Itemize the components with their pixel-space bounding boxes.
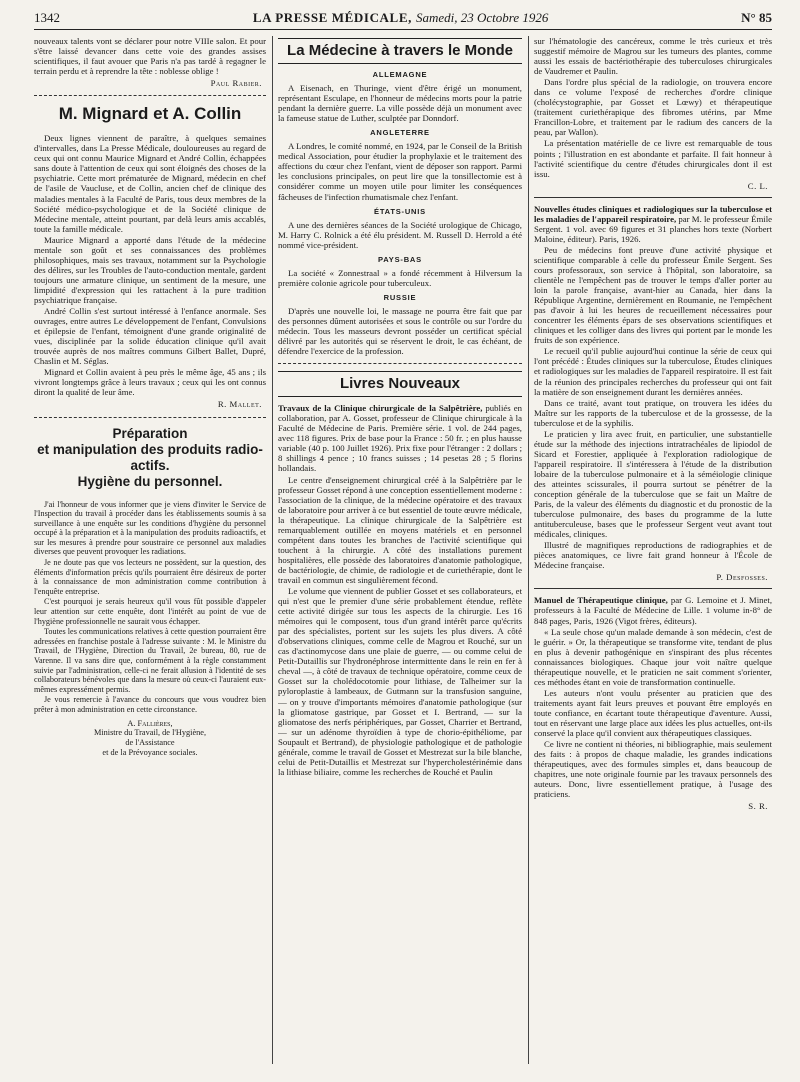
review-paragraph: sur l'hématologie des cancéreux, comme le très curieux et très suggestif mémoire de Magrou sur les tumeurs des plantes, comme aussi les essais de bactériothérapie des tuberculoses chirurgicales de Vaudremer et Paulin. xyxy=(534,36,772,77)
article-paragraph: Deux lignes viennent de paraître, à quelques semaines d'intervalles, dans La Presse Médicale, douloureuses au regard de ceux qui ont connu Maurice Mignard et André Collin, échappées sans doute à l'attention de ceux qui sont éloignés des choses de la psychiatrie. Cette mort prématurée de Mignard, médecin en chef de l'asile de Vaucluse, et de Collin, ancien chef de clinique des maladies mentales à la Faculté de Paris, tous deux membres de la Société médico-psychologique et de la Société clinique de Médecine mentale, atteint pourtant, par delà leurs amis accablés, toute la famille médicale. xyxy=(34,133,266,234)
review-paragraph: Les auteurs n'ont voulu présenter au praticien que des traitements ayant fait leurs preuves et pouvant être employés en toute confiance, en écartant toute thérapeutique d'aventure. Aussi, tout en réservant une large place aux idées les plus actuelles, ont-ils conservé la place qu'il convient aux thérapeutiques classiques. xyxy=(534,687,772,739)
book-title: Manuel de Thérapeutique clinique, xyxy=(534,595,668,606)
separator xyxy=(534,588,772,589)
book-title: Travaux de la Clinique chirurgicale de la Salpêtrière, xyxy=(278,403,483,414)
columns xyxy=(34,30,772,1070)
news-item: A une des dernières séances de la Société urologique de Chicago, M. Harry C. Rolnick a été élu président. M. Russell D. Herrold a été nommé vice-président. xyxy=(278,219,522,250)
section-title: Livres Nouveaux xyxy=(278,371,522,397)
book-meta: par M. le professeur Émile Sergent. 1 vol. avec 69 figures et 31 planches hors texte (Norbert Maloine, éditeur). Paris, 1926. xyxy=(534,213,772,244)
author-signature: Paul Rabier. xyxy=(210,78,262,89)
article-paragraph: Je vous remercie à l'avance du concours que vous voudrez bien prêter à mon administration en cette circonstance. xyxy=(34,695,266,714)
issue-number: N° 85 xyxy=(741,10,772,25)
book-meta: par G. Lemoine et J. Minet, professeurs à la Faculté de Médecine de Lille. 1 volume in-8° de 848 pages, Paris, 1926 (Vigot frères, éditeurs). xyxy=(534,595,772,626)
book-entry xyxy=(534,204,772,244)
column-right xyxy=(534,36,772,813)
article-paragraph: André Collin s'est surtout intéressé à l'enfance anormale. Ses ouvrages, entre autres Le développement de l'enfant, Convulsions et épilepsie de l'enfant, témoignent d'une grande originalité de vues, disciplinée par la solide éducation clinique qu'il avait trouvée auprès de nos maîtres communs Gilbert Ballet, Dupré, Chaslin et M. Séglas. xyxy=(34,306,266,367)
author-affiliation: de l'Assistance xyxy=(125,738,175,748)
review-paragraph: « La seule chose qu'un malade demande à son médecin, c'est de le guérir. » Or, la thérapeutique se transforme vite, tendant de plus en plus à devenir pathogénique en s'inspirant des plus récentes connaissances biologiques. Chaque jour voit naître quelque thérapeutique nouvelle, et le praticien ne sait comment s'orienter, ces méthodes étant en voie de transformation continuelle. xyxy=(534,626,772,687)
article-title: M. Mignard et A. Collin xyxy=(58,104,242,124)
article-paragraph: Toutes les communications relatives à cette question pourraient être adressées en franchise postale à l'adresse suivante : M. le Ministre du Travail, de l'Hygiène, Direction du Travail, 2e bureau, 80, rue de Varenne. Il va sans dire que, conformément à la règle constamment suivie par l'administration, celle-ci ne ferait allusion à l'identité de ses collaborateurs bénévoles que dans la mesure où ceux-ci l'auraient eux-mêmes expressément permis. xyxy=(34,627,266,694)
author-signature: R. Mallet. xyxy=(217,399,262,410)
column-left xyxy=(34,36,266,758)
country-heading: ANGLETERRE xyxy=(370,128,430,138)
column-rule xyxy=(528,36,529,1064)
news-item: D'après une nouvelle loi, le massage ne pourra être fait que par des personnes dûment autorisées et sous le contrôle ou sur l'ordre du médecin. Tous les masseurs devront posséder un certificat spécial délivré par les autorités qui se réservent le droit, le cas échéant, de défendre l'exercice de la profession. xyxy=(278,305,522,357)
review-paragraph: Le centre d'enseignement chirurgical créé à la Salpêtrière par le professeur Gosset répond à une conception essentiellement moderne : l'association de la clinique, de la médecine opératoire et des travaux de laboratoire pour arriver à ce but essentiel de toute œuvre médicale, la thérapeutique. La clinique chirurgicale de la Salpêtrière est remarquablement outillée en moyens matériels et en personnel compétent dans toutes les branches de l'activité scientifique qui touchent à la chirurgie. A côté des installations purement hospitalières, elle possède des laboratoires d'anatomie pathologique, de bactériologie, de chimie, de radiologie et de curiethérapie, dont le travail en commun est singulièrement fécond. xyxy=(278,474,522,585)
article-paragraph: J'ai l'honneur de vous informer que je viens d'inviter le Service de l'Inspection du travail à procéder dans les établissements soumis à sa surveillance à une enquête sur les conditions d'hygiène du personnel occupé à la préparation et à la manipulation des produits radioactifs, et sur les mesures à prendre pour soustraire ce personnel aux maladies diverses que peuvent provoquer les radiations. xyxy=(34,499,266,557)
article-paragraph: C'est pourquoi je serais heureux qu'il vous fût possible d'appeler leur attention sur cette enquête, dont l'intérêt au point de vue de l'hygiène professionnelle ne saurait vous échapper. xyxy=(34,597,266,626)
country-heading: PAYS-BAS xyxy=(378,254,422,264)
separator xyxy=(34,417,266,418)
news-item: A Eisenach, en Thuringe, vient d'être érigé un monument, représentant Esculape, en l'honneur de médecins morts pour la patrie pendant la dernière guerre. La ville possède déjà un monument avec la fameuse statue de Luther, sculptée par Donndorf. xyxy=(278,83,522,124)
reviewer-signature: P. Desfosses. xyxy=(716,572,768,583)
book-meta: publiés en collaboration, par A. Gosset, professeur de Clinique chirurgicale à la Faculté de Médecine de Paris. Première série. 1 vol. de 244 pages, avec 118 figures. Prix de base pour la France : 50 fr. ; en plus hausse variable (40 p. 100 Juillet 1926). Prix fixe pour l'étranger : 2 dollars ; 8 shillings 4 pence ; 10 francs suisses ; 14 pesetas 28 ; 5 florins hollandais. xyxy=(278,403,522,474)
review-paragraph: Ce livre ne contient ni théories, ni bibliographie, mais seulement des faits : à propos de chaque maladie, les grandes indications thérapeutiques, avec des formules simples et, dans beaucoup de chapitres, une note originale fournie par les travaux personnels des auteurs. Donc, livre essentiellement pratique, à l'usage des praticiens. xyxy=(534,739,772,800)
author-signature: A. Fallières, xyxy=(127,718,173,728)
book-entry xyxy=(278,403,522,473)
review-paragraph: Peu de médecins font preuve d'une activité physique et scientifique comparable à celle du professeur Émile Sergent. Ses cours professoraux, son service à l'hôpital, son laboratoire, sa clientèle ne l'empêchent pas de trouver le temps d'aller porter au loin la parole française, avant-hier au Canada, hier dans la République Argentine, dernièrement en Roumanie, ne l'empêchent pas d'avoir à lui les heures de recueillement nécessaires pour concentrer les éléments épars de ses observations scientifiques et cliniques et les colliger dans des livres qui portent par le monde les fruits de son expérience. xyxy=(534,244,772,346)
country-heading: ÉTATS-UNIS xyxy=(374,206,426,216)
reviewer-signature: C. L. xyxy=(747,180,768,191)
separator xyxy=(34,95,266,96)
column-middle xyxy=(278,36,522,778)
country-heading: ALLEMAGNE xyxy=(372,70,428,79)
book-entry xyxy=(534,595,772,625)
news-item: A Londres, le comité nommé, en 1924, par le Conseil de la British medical Association, pour étudier la prophylaxie et le traitement des affections du cœur chez l'enfant, vient de déposer son rapport. Parmi les conclusions principales, on peut lire que la tonsillectomie est à considérer comme un moyen utile pour limiter les conséquences fâcheuses de l'infection rhumatismale chez l'enfant. xyxy=(278,141,522,202)
page-header xyxy=(34,10,772,30)
journal-masthead xyxy=(253,10,549,26)
issue-date: Samedi, 23 Octobre 1926 xyxy=(415,10,549,25)
journal-title: LA PRESSE MÉDICALE, xyxy=(252,10,412,25)
title-line: et manipulation des produits radio-actifs. xyxy=(37,441,263,473)
review-paragraph: Illustré de magnifiques reproductions de radiographies et de pièces anatomiques, ce livre fait grand honneur à l'École de Médecine française. xyxy=(534,540,772,571)
review-paragraph: Le praticien y lira avec fruit, en particulier, une substantielle étude sur la méthode des injections intratrachéales de lipiodol de Sicard et Forestier, appliquée à l'exploration radiologique de l'appareil respiratoire. Il s'intéressera à l'étude de la distribution lobaire de la tuberculose pulmonaire et à la séméiologie clinique des atteintes scissurales, il pourra surtout se pénétrer de la conception générale de la tuberculose que se fait un Maître de Paris, de la valeur des éléments du diagnostic et du pronostic de la tuberculose pulmonaire, des bases du programme de la lutte antituberculeuse, bases que le professeur Sergent veut avant tout médicales, cliniques. xyxy=(534,428,772,540)
column-rule xyxy=(272,36,273,1064)
author-affiliation: et de la Prévoyance sociales. xyxy=(102,747,198,757)
article-continuation: nouveaux talents vont se déclarer pour notre VIIIe salon. Et pour s'être laissé devancer dans cette voie des grandes assises scientifiques, il faut avouer que Paris n'a pas tardé à regagner le terrain perdu et à reprendre la tête : noblesse oblige ! xyxy=(34,36,266,77)
title-line: Hygiène du personnel. xyxy=(77,473,223,489)
book-title: Nouvelles études cliniques et radiologiques sur la tuberculose et les maladies de l'appareil respiratoire, xyxy=(534,203,772,224)
reviewer-signature: S. R. xyxy=(748,801,768,812)
article-title xyxy=(34,426,266,490)
article-paragraph: Je ne doute pas que vos lecteurs ne possèdent, sur la question, des éléments d'information précis qu'ils pourraient être désireux de porter à la connaissance de mon administration comme contribution à l'enquête entreprise. xyxy=(34,558,266,596)
page-number: 1342 xyxy=(34,10,60,25)
review-paragraph: Dans l'ordre plus spécial de la radiologie, on trouvera encore dans ce volume l'exposé de recherches d'ordre clinique (cholécystographie, par Gosset et Lœwy) et thérapeutique (traitement curiethérapique des fibromes utérins, par Mme Francillon-Lobre, et traitement par le radium des cancers de la peau, par Wallon). xyxy=(534,77,772,138)
review-paragraph: La présentation matérielle de ce livre est remarquable de tous points ; l'illustration en est abondante et parfaite. Il fait honneur à l'activité scientifique du centre d'études chirurgicales dont il est issu. xyxy=(534,138,772,179)
article-paragraph: Mignard et Collin avaient à peu près le même âge, 45 ans ; ils vivront longtemps grâce à leurs travaux ; ceux qui les ont connus diront la qualité de leur âme. xyxy=(34,367,266,398)
section-title: La Médecine à travers le Monde xyxy=(278,38,522,64)
separator xyxy=(534,197,772,198)
review-paragraph: Dans ce traité, avant tout pratique, on trouvera les idées du Maître sur les rapports de la tuberculose et de la grossesse, de la tuberculose et de la syphilis. xyxy=(534,397,772,428)
review-paragraph: Le recueil qu'il publie aujourd'hui continue la série de ceux qui l'ont précédé : Études cliniques sur la tuberculose, Études cliniques et radiologiques sur les maladies de l'appareil respiratoire. Il est fait de la réunion des principales recherches du professeur qui ont fait la matière de son enseignement durant les dernières années. xyxy=(534,346,772,397)
review-paragraph: Le volume que viennent de publier Gosset et ses collaborateurs, et qui n'est que le premier d'une série probablement étendue, reflète cette activité dirigée sur tous les aspects de la chirurgie. Les 16 mémoires qui le composent, tous d'un grand intérêt parce qu'écrits par des spécialistes, portent sur les sujets les plus divers. A côté d'observations cliniques, comme celle de Magrou et Rouché, sur un cas d'actinomycose dans une plaie de guerre, — ou comme celui de Petit-Dutaillis sur l'hydronéphrose intermittente dans le rein en fer à cheval —, à côté de travaux de technique opératoire, comme ceux de Gosset sur la cholédocotomie pour lithiase, de Talheimer sur la pyloroplastie à lambeaux, de Gutmann sur la transfusion sanguine, — on y trouve d'importants mémoires d'anatomie pathologique (sur la gliomatose gastrique, par Gosset et I. Bertrand, — sur la gliomatose des nerfs périphériques, par Gosset, Charrier et Bertrand, — sur un adénome thyroïdien à type de chorio-épithéliome, par Soupault et Bertrand), de physiologie pathologique et de pathologie générale, comme le travail de Gosset et Mestrezat sur la bile blanche, celui de Petit-Dutaillis et Mestrezat sur l'hypercholestérinémie dans la lithiase biliaire, comme les recherches de Rouché et Paulin xyxy=(278,586,522,777)
title-line: Préparation xyxy=(112,425,188,441)
separator xyxy=(278,363,522,364)
author-affiliation: Ministre du Travail, de l'Hygiène, xyxy=(93,728,207,738)
article-paragraph: Maurice Mignard a apporté dans l'étude de la médecine mentale son goût et ses connaissances des problèmes philosophiques, mais ses travaux, notamment sur la Psychologie des délires, sur les Troubles de l'auto-conduction mentale, gardent toujours une armature clinique, un sentiment de la mesure, une limpidité d'expression qui les rattachent à la pure tradition psychiatrique française. xyxy=(34,234,266,305)
country-heading: RUSSIE xyxy=(383,292,417,302)
news-item: La société « Zonnestraal » a fondé récemment à Hilversum la première colonie agricole pour tuberculeux. xyxy=(278,267,522,288)
